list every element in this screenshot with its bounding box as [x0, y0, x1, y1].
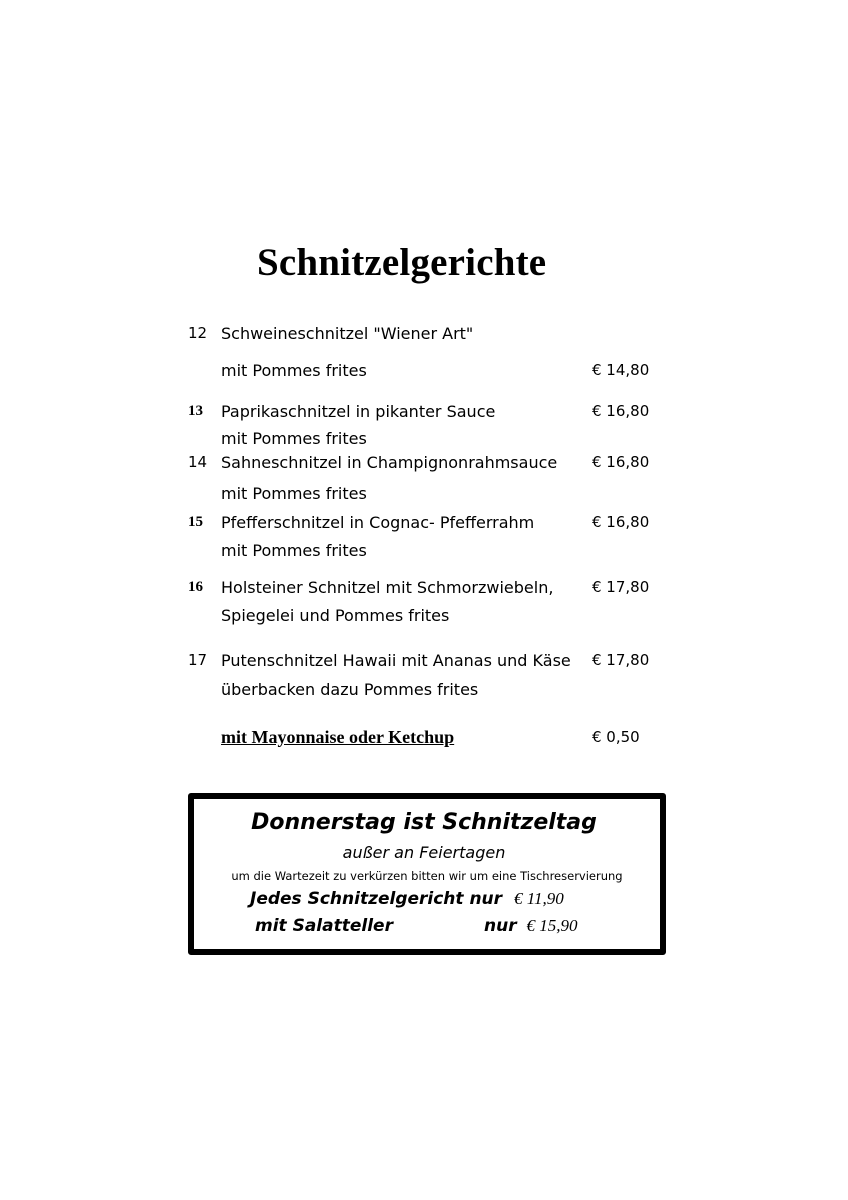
item-number: 13 [188, 403, 203, 419]
item-number: 12 [188, 324, 208, 342]
item-side: mit Pommes frites [221, 361, 367, 380]
promo-line-1-label: Jedes Schnitzelgericht nur [250, 889, 503, 909]
item-price: € 16,80 [592, 402, 650, 420]
item-name: Pfefferschnitzel in Cognac- Pfefferrahm [221, 513, 535, 532]
promo-line-1 [250, 889, 564, 909]
item-side: überbacken dazu Pommes frites [221, 680, 479, 699]
item-side: mit Pommes frites [221, 484, 367, 503]
promo-line-2 [484, 916, 578, 936]
item-price: € 16,80 [592, 453, 650, 471]
item-name: Holsteiner Schnitzel mit Schmorzwiebeln, [221, 578, 554, 597]
item-price: € 16,80 [592, 513, 650, 531]
item-number: 14 [188, 453, 208, 471]
item-name: Schweineschnitzel "Wiener Art" [221, 324, 474, 343]
promo-line-2-nur: nur [484, 916, 517, 936]
item-side: mit Pommes frites [221, 541, 367, 560]
promo-note: um die Wartezeit zu verkürzen bitten wir um eine Tischreservierung [231, 869, 623, 883]
promo-line-2-price: € 15,90 [526, 916, 578, 935]
item-price: € 14,80 [592, 361, 650, 379]
promo-title: Donnerstag ist Schnitzeltag [251, 810, 597, 835]
page-title: Schnitzelgerichte [257, 241, 547, 284]
item-price: € 17,80 [592, 578, 650, 596]
item-name: Putenschnitzel Hawaii mit Ananas und Käse [221, 651, 571, 670]
item-number: 15 [188, 514, 203, 530]
item-side: mit Pommes frites [221, 429, 367, 448]
extra-sauce-label: mit Mayonnaise oder Ketchup [221, 727, 455, 747]
item-side: Spiegelei und Pommes frites [221, 606, 450, 625]
item-name: Sahneschnitzel in Champignonrahmsauce [221, 453, 558, 472]
item-name: Paprikaschnitzel in pikanter Sauce [221, 402, 496, 421]
promo-subtitle: außer an Feiertagen [342, 843, 506, 862]
promo-line-2-label: mit Salatteller [255, 916, 393, 936]
extra-sauce-price: € 0,50 [592, 728, 640, 746]
item-number: 17 [188, 651, 208, 669]
item-price: € 17,80 [592, 651, 650, 669]
item-number: 16 [188, 579, 203, 595]
promo-line-1-price: € 11,90 [513, 889, 564, 908]
